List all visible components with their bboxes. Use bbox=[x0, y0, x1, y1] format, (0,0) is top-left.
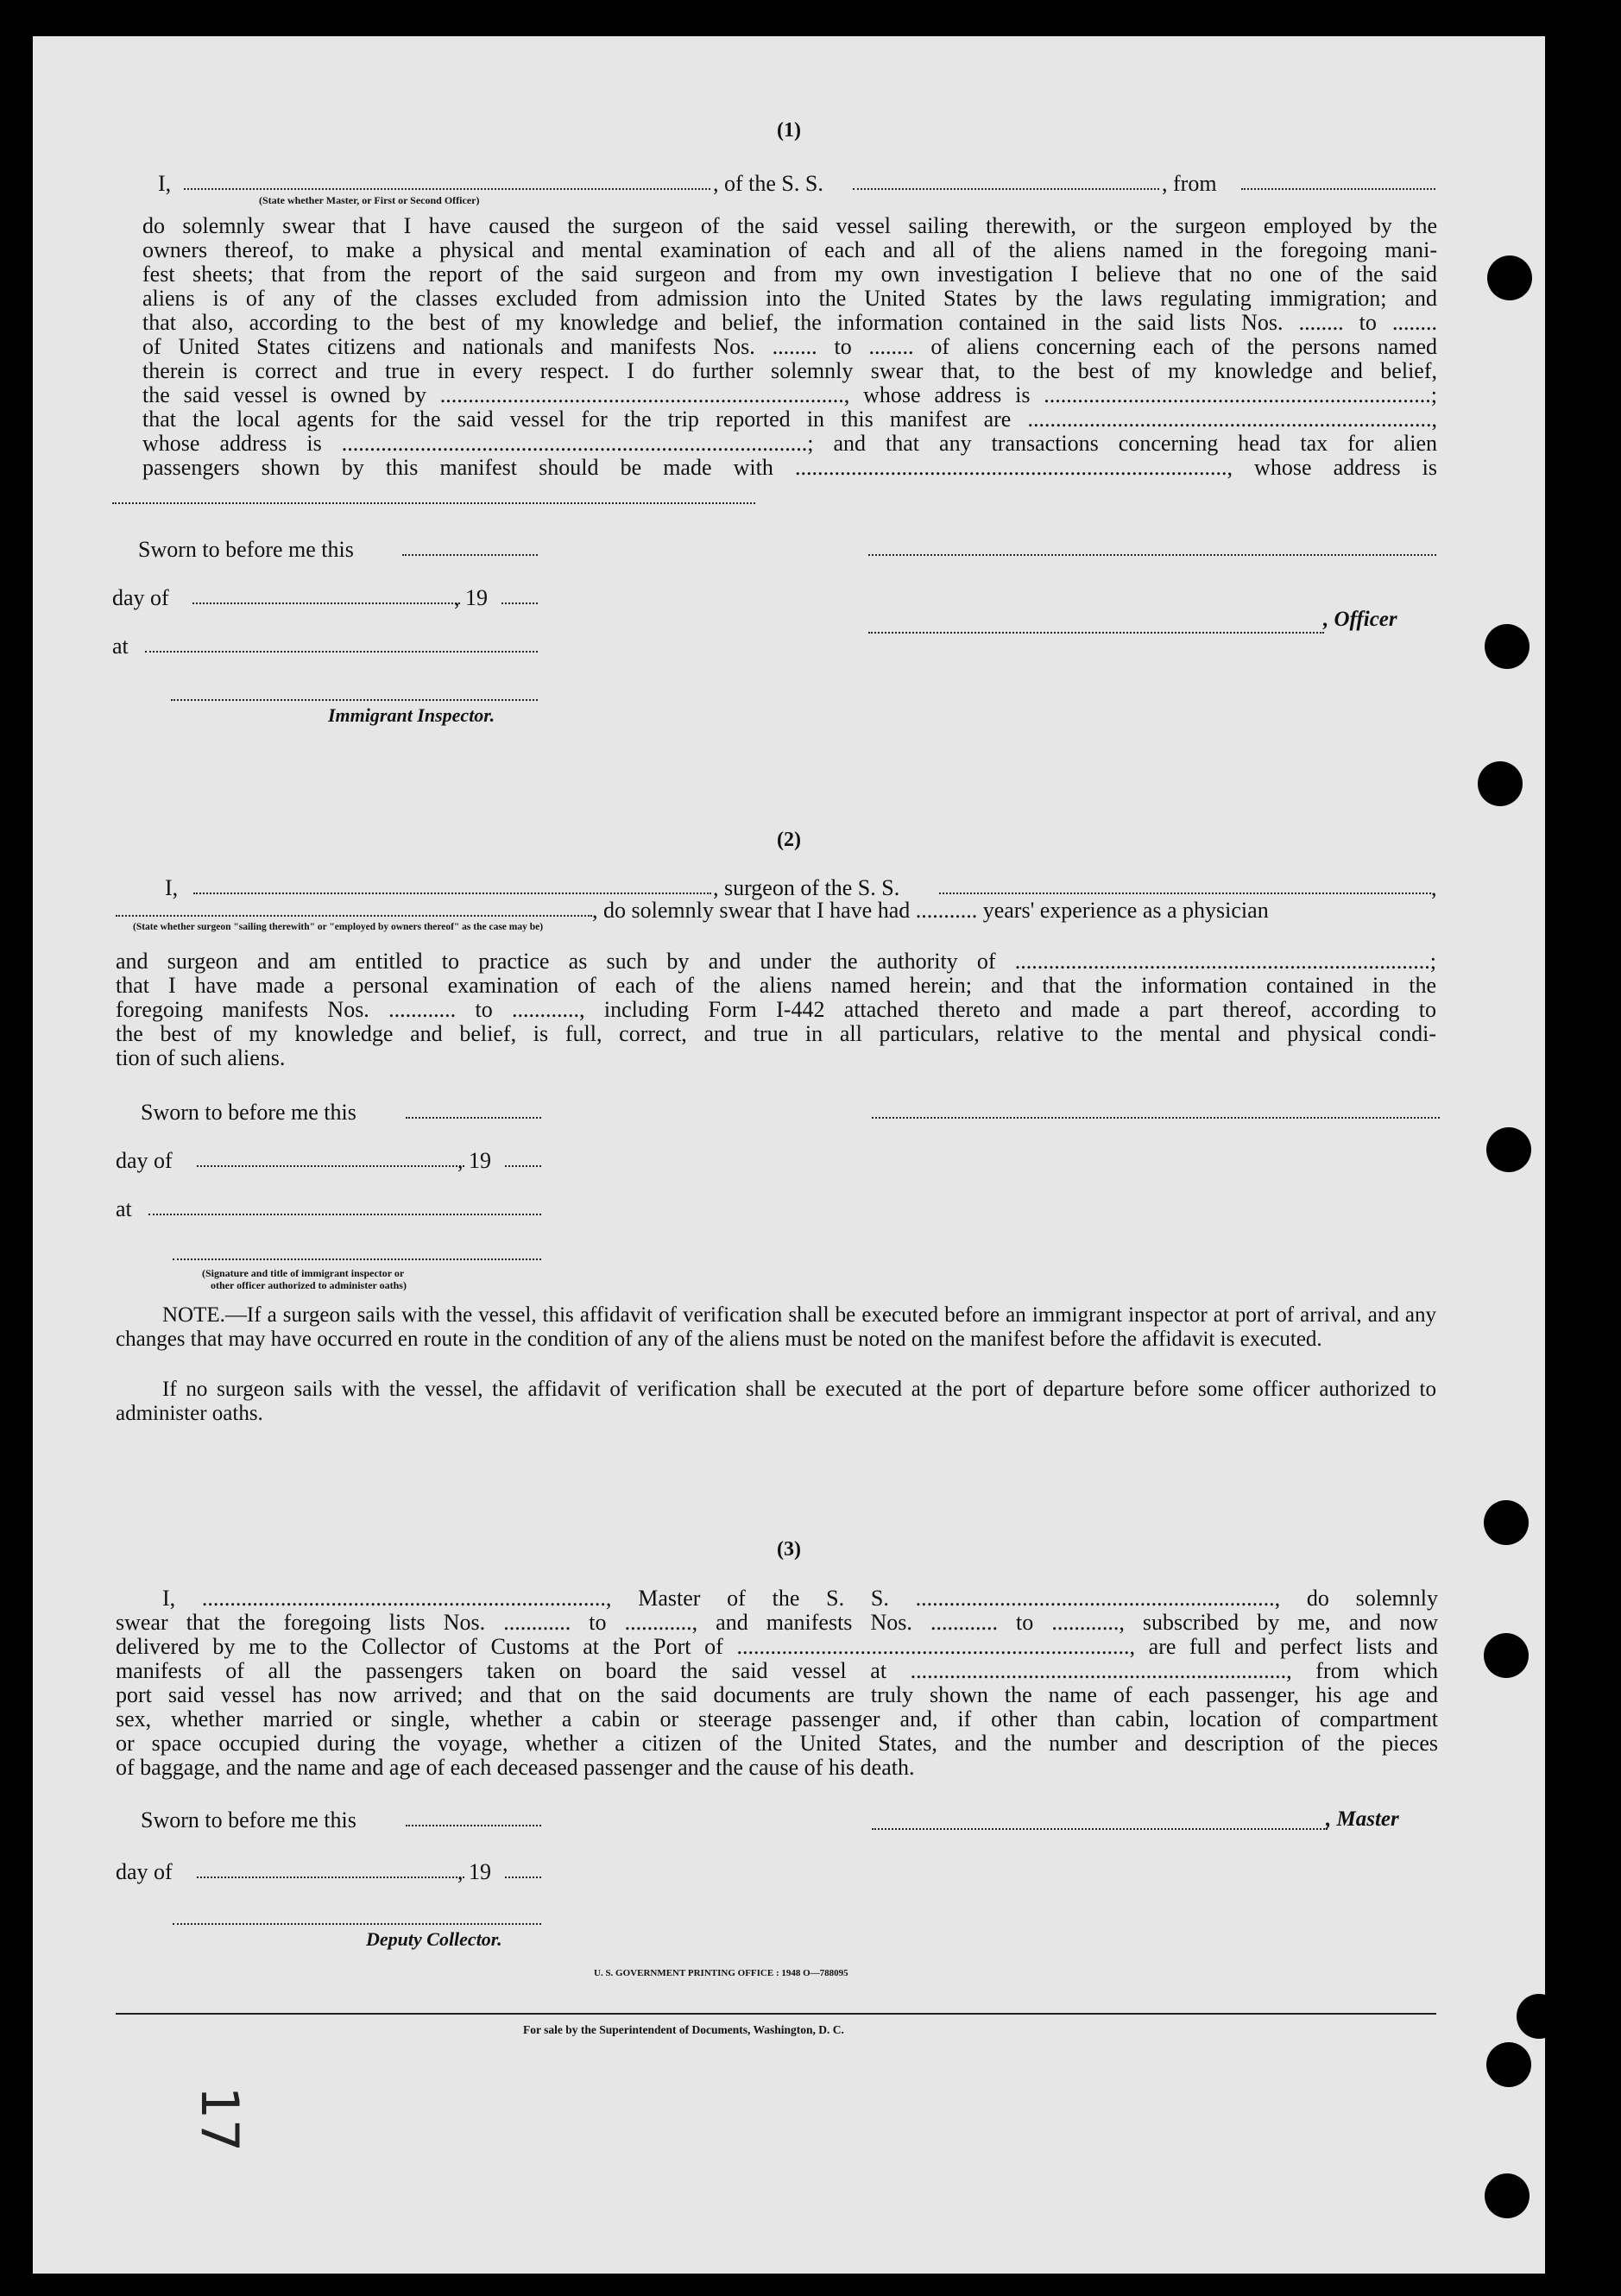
signature-note: (Signature and title of immigrant inspector or bbox=[202, 1267, 405, 1279]
body-line: port said vessel has now arrived; and that on the said documents are truly shown the name of each passenger, his age and bbox=[116, 1682, 1438, 1707]
footer-rule bbox=[116, 2013, 1436, 2015]
body-line: whose address is ...................................................................................; and that any transactions concerning head tax for alien bbox=[142, 431, 1437, 456]
at-field bbox=[148, 1214, 541, 1215]
officer-signature-field bbox=[868, 554, 1436, 556]
year-field bbox=[501, 602, 538, 604]
at-field bbox=[145, 651, 538, 653]
officer-note: (State whether Master, or First or Second Officer) bbox=[259, 194, 480, 206]
day-of-label: day of bbox=[116, 1859, 173, 1884]
address-field bbox=[112, 502, 755, 504]
body-line: the said vessel is owned by ........................................................................, whose address is .....................................................................; bbox=[142, 382, 1437, 407]
body-line: the best of my knowledge and belief, is full, correct, and true in all particulars, relative to the mental and physical condi- bbox=[116, 1021, 1436, 1046]
section-1-number: (1) bbox=[777, 119, 801, 142]
officer-label: , Officer bbox=[1323, 608, 1397, 631]
officer-name-field bbox=[184, 188, 710, 190]
deputy-label: Deputy Collector. bbox=[366, 1928, 502, 1950]
section-3-number: (3) bbox=[777, 1538, 801, 1561]
punch-hole bbox=[1485, 2173, 1530, 2218]
punch-hole bbox=[1517, 1994, 1561, 2039]
collector-signature-field bbox=[173, 1923, 541, 1925]
body-line: therein is correct and true in every respect. I do further solemnly swear that, to the best of my knowledge and belief, bbox=[142, 358, 1437, 383]
body-line: owners thereof, to make a physical and mental examination of each and all of the aliens named in the foregoing mani- bbox=[142, 237, 1437, 262]
surgeon-vessel-field bbox=[939, 893, 1431, 894]
body-line: sex, whether married or single, whether a cabin or steerage passenger and, if other than cabin, location of compartment bbox=[116, 1706, 1438, 1731]
sworn-date-field bbox=[406, 1117, 541, 1119]
year-field bbox=[505, 1165, 541, 1167]
surgeon-signature-field bbox=[872, 1117, 1440, 1119]
body-line: or space occupied during the voyage, whether a citizen of the United States, and the number and description of the pieces bbox=[116, 1731, 1438, 1756]
body-line: do solemnly swear that I have caused the surgeon of the said vessel sailing therewith, or the surgeon employed by the bbox=[142, 213, 1437, 238]
body-line: fest sheets; that from the report of the said surgeon and from my own investigation I believe that no one of the said bbox=[142, 262, 1437, 287]
from-label: , from bbox=[1162, 171, 1217, 196]
sworn-date-field bbox=[406, 1825, 541, 1826]
inspector-signature-field bbox=[171, 699, 538, 701]
surgeon-note: (State whether surgeon "sailing therewith" or "employed by owners thereof" as the case may be) bbox=[133, 922, 544, 932]
sworn-label: Sworn to before me this bbox=[141, 1100, 356, 1125]
punch-hole bbox=[1487, 255, 1532, 300]
day-field bbox=[197, 1877, 464, 1878]
officer-title-field bbox=[868, 632, 1324, 634]
body-line: swear that the foregoing lists Nos. ............ to ............, and manifests Nos. ............ to ............, subscribed by me, and now bbox=[116, 1610, 1438, 1635]
sale-notice: For sale by the Superintendent of Documents, Washington, D. C. bbox=[523, 2023, 844, 2036]
vessel-name-field bbox=[853, 188, 1159, 190]
inspector-signature-field bbox=[173, 1258, 541, 1260]
at-label: at bbox=[116, 1196, 132, 1221]
body-line: I, ........................................................................, Master of the S. S. ................................................................, do solemnly bbox=[162, 1586, 1438, 1611]
punch-hole bbox=[1486, 1127, 1531, 1172]
punch-hole bbox=[1478, 761, 1523, 806]
of-ss-label: , of the S. S. bbox=[713, 171, 823, 196]
body-line: aliens is of any of the classes excluded from admission into the United States by the laws regulating immigration; and bbox=[142, 286, 1437, 311]
form-sheet bbox=[33, 36, 1545, 2274]
body-line: that also, according to the best of my knowledge and belief, the information contained in the said lists Nos. ........ to ........ bbox=[142, 310, 1437, 335]
handwritten-number: 17 bbox=[189, 2085, 250, 2153]
punch-hole bbox=[1484, 1633, 1529, 1678]
sworn-date-field bbox=[402, 554, 538, 556]
day-of-label: day of bbox=[116, 1148, 173, 1173]
day-of-label: day of bbox=[112, 585, 169, 610]
body-line: and surgeon and am entitled to practice as such by and under the authority of ..........................................................................; bbox=[116, 949, 1436, 974]
master-label: , Master bbox=[1326, 1807, 1399, 1831]
body-line: manifests of all the passengers taken on board the said vessel at ..................................................................., from which bbox=[116, 1658, 1438, 1683]
year-label: , 19 bbox=[457, 1859, 491, 1884]
year-label: , 19 bbox=[457, 1148, 491, 1173]
punch-hole bbox=[1486, 2042, 1531, 2087]
sworn-label: Sworn to before me this bbox=[141, 1807, 356, 1832]
day-field bbox=[192, 602, 460, 604]
surgeon-name-field bbox=[193, 893, 711, 894]
year-label: , 19 bbox=[454, 585, 488, 610]
body-line: of baggage, and the name and age of each deceased passenger and the cause of his death. bbox=[116, 1755, 915, 1780]
body-line: passengers shown by this manifest should be made with ............................................................................., whose address is bbox=[142, 455, 1437, 480]
punch-hole bbox=[1484, 1500, 1529, 1545]
gpo-imprint: U. S. GOVERNMENT PRINTING OFFICE : 1948 O—788095 bbox=[594, 1968, 848, 1978]
body-line: delivered by me to the Collector of Customs at the Port of ......................................................................, are full and perfect lists and bbox=[116, 1634, 1438, 1659]
note-paragraph: If no surgeon sails with the vessel, the affidavit of verification shall be executed at the port of departure before some officer authorized to administer oaths. bbox=[116, 1378, 1436, 1425]
body-line: tion of such aliens. bbox=[116, 1045, 286, 1070]
master-signature-field bbox=[872, 1828, 1328, 1830]
body-line: that the local agents for the said vessel for the trip reported in this manifest are ........................................................................, bbox=[142, 407, 1437, 432]
from-field bbox=[1241, 188, 1435, 190]
body-line: of United States citizens and nationals and manifests Nos. ........ to ........ of aliens concerning each of the persons named bbox=[142, 334, 1437, 359]
body-line: that I have made a personal examination of each of the aliens named herein; and that the information contained in the bbox=[116, 973, 1436, 998]
body-line: foregoing manifests Nos. ............ to ............, including Form I-442 attached thereto and made a part thereof, according to bbox=[116, 997, 1436, 1022]
section-2-i: I, bbox=[165, 875, 179, 900]
section-2-number: (2) bbox=[777, 829, 801, 851]
at-label: at bbox=[112, 634, 129, 659]
surgeon-status-field bbox=[116, 915, 592, 917]
signature-note: other officer authorized to administer oaths) bbox=[211, 1279, 407, 1291]
surgeon-of-label: , surgeon of the S. S. bbox=[713, 875, 900, 900]
note-paragraph: NOTE.—If a surgeon sails with the vessel, this affidavit of verification shall be executed before an immigrant inspector at port of arrival, and any changes that may have occurred en route in the condition of any of the aliens must be noted on the manifest before the affidavit is executed. bbox=[116, 1303, 1436, 1351]
day-field bbox=[197, 1165, 464, 1167]
sworn-label: Sworn to before me this bbox=[138, 537, 354, 562]
inspector-label: Immigrant Inspector. bbox=[328, 704, 495, 726]
punch-hole bbox=[1485, 624, 1530, 669]
surgeon-swear-line: , do solemnly swear that I have had ........... years' experience as a physician bbox=[592, 898, 1269, 923]
year-field bbox=[505, 1877, 541, 1878]
comma: , bbox=[1431, 875, 1437, 900]
section-1-i: I, bbox=[158, 171, 172, 196]
